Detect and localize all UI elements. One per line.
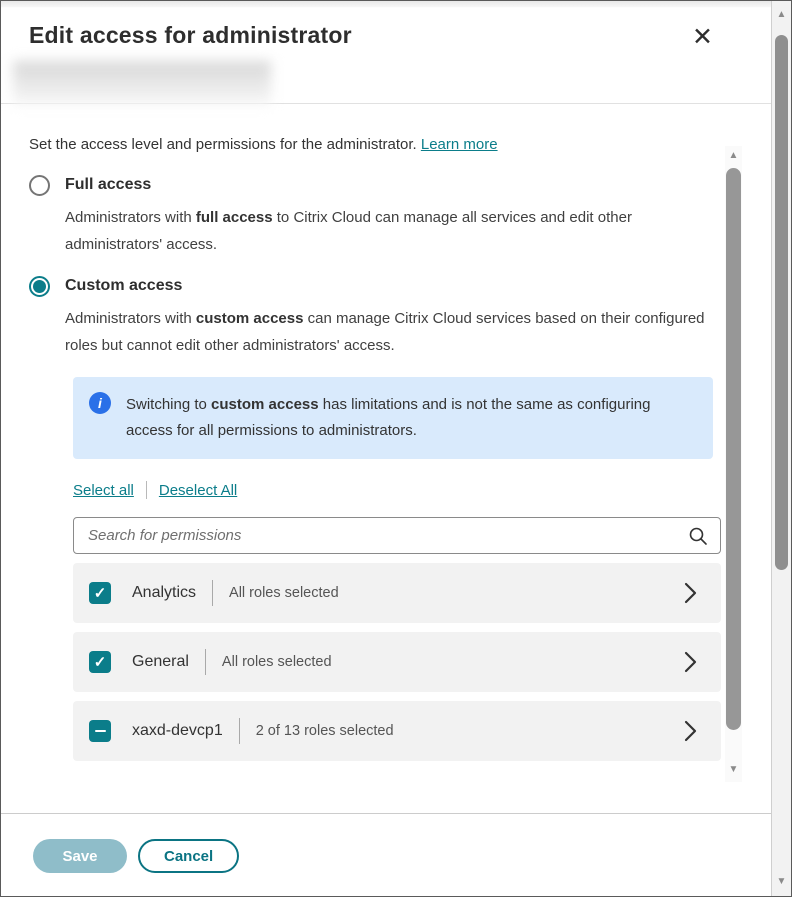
scroll-up-icon[interactable]: ▲ (728, 150, 739, 161)
info-text-pre: Switching to (126, 395, 212, 413)
full-access-description (65, 204, 713, 258)
select-all-link[interactable]: Select all (73, 481, 134, 499)
permission-row-general[interactable] (73, 632, 721, 692)
full-access-label: Full access (65, 176, 152, 193)
modal-body (1, 104, 773, 813)
permission-row-analytics[interactable] (73, 563, 721, 623)
scroll-down-icon[interactable]: ▼ (728, 764, 739, 775)
search-icon (688, 526, 708, 546)
inner-scrollbar[interactable] (725, 146, 742, 782)
chevron-right-icon[interactable] (684, 650, 697, 674)
info-text-post: has limitations and is not the same as configuring access for all permissions to administrators. (126, 395, 651, 439)
learn-more-link[interactable]: Learn more (420, 136, 498, 153)
search-input[interactable] (88, 527, 688, 544)
info-banner-text (126, 392, 671, 445)
row-divider (239, 718, 240, 744)
info-icon: i (89, 392, 111, 414)
modal-footer (1, 813, 773, 897)
access-option-custom (29, 276, 713, 359)
links-divider (146, 481, 147, 499)
redacted-admin-name (13, 61, 271, 105)
selection-links (73, 481, 713, 499)
chevron-right-icon[interactable] (684, 719, 697, 743)
row-divider (212, 580, 213, 606)
scroll-up-icon[interactable]: ▲ (776, 9, 787, 20)
permission-status: 2 of 13 roles selected (255, 723, 394, 739)
radio-dot (33, 280, 46, 293)
desc-text: Administrators with (65, 309, 196, 327)
deselect-all-link[interactable]: Deselect All (158, 481, 238, 499)
scroll-down-icon[interactable]: ▼ (776, 876, 787, 887)
permission-name: Analytics (132, 584, 197, 601)
intro-sentence: Set the access level and permissions for the administrator. (29, 136, 417, 153)
checkbox-indeterminate-icon[interactable] (89, 720, 111, 742)
custom-access-label: Custom access (65, 277, 183, 294)
intro-text (29, 134, 713, 157)
row-divider (205, 649, 206, 675)
checkbox-checked-icon[interactable]: ✓ (89, 582, 111, 604)
save-button[interactable]: Save (33, 839, 127, 873)
chevron-right-icon[interactable] (684, 581, 697, 605)
search-box (73, 517, 721, 554)
outer-scrollbar-thumb[interactable] (775, 35, 788, 570)
access-option-full (29, 175, 713, 258)
radio-full-access[interactable] (29, 175, 50, 196)
desc-text: to Citrix Cloud can manage all services and edit other administrators' access. (65, 208, 632, 253)
desc-bold: full access (195, 208, 273, 226)
page-title: Edit access for administrator (29, 22, 352, 48)
desc-text: Administrators with (65, 208, 196, 226)
desc-text: can manage Citrix Cloud services based on their configured roles but cannot edit other administrators' access. (65, 309, 705, 354)
info-banner (73, 377, 713, 460)
permission-row-xaxd-devcp1[interactable] (73, 701, 721, 761)
permission-name: xaxd-devcp1 (132, 722, 223, 739)
modal (1, 1, 773, 896)
custom-access-description (65, 305, 713, 359)
inner-scrollbar-thumb[interactable] (726, 168, 741, 730)
minus-icon (95, 730, 106, 733)
modal-header (1, 1, 773, 104)
permission-status: All roles selected (221, 654, 332, 670)
outer-scrollbar[interactable] (771, 1, 791, 896)
info-text-bold: custom access (211, 395, 319, 413)
cancel-button[interactable]: Cancel (138, 839, 239, 873)
desc-bold: custom access (195, 309, 304, 327)
close-icon[interactable]: ✕ (692, 23, 713, 51)
permission-status: All roles selected (229, 585, 339, 601)
permission-name: General (132, 653, 189, 670)
radio-custom-access[interactable] (29, 276, 50, 297)
checkbox-checked-icon[interactable]: ✓ (89, 651, 111, 673)
